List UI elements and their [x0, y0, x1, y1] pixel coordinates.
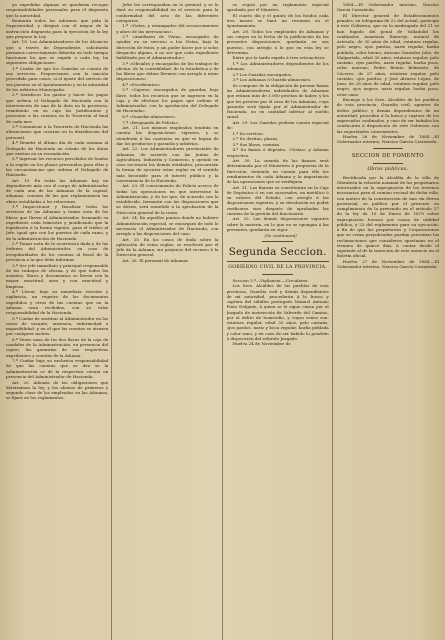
paragraph: Art. 22. Los Administradores provinciales de Aduanas, de acuerdo con las Juntas de Agricultura, Industria y Comercio, y oyendo en caso necesario las demás entidades, procurarán la forma de ejecutar estas reglas en el sentido más favorable para el interés público y la conveniencia de la Hacienda. [116, 146, 219, 183]
paragraph: El cuarto día y el quinto de los fondos cada tres meses se hará un resumen en el Ayuntamiento. [226, 12, 329, 29]
section-body [227, 278, 329, 347]
divider [227, 261, 329, 262]
paragraph: Se compone de la obligación de prestar fianza los Administradores individuales de Aduanas que reúnan más de 3.000 pesetas de haber, y los que les presten por el caso de los Aduanas, cuya garantía será fijada por el Administrador de Hacienda, no en cantidad inferior al sueldo anual. [226, 82, 329, 120]
paragraph: Art. 19. En todas las Aduanas hay un dependiente más con el cargo de Administrador de cada una de las Aduanas de la capital, aduanas, cuentas de las que reglamentaria las obras entabladas a los relaciones. [6, 177, 109, 204]
column-4 [337, 0, 439, 640]
paragraph: 1.ª Inspeccionar y fiscalizar todos los servicios de las Aduanas y tomar nota de los libros que lleven el Administrador, formando su expediente cada trimestre y justificando que la legislación ó la forma vigente, para el tráfico al Jefe, igual que con los puestos de cada ramo, y de la Administración de Hacienda. [6, 204, 109, 241]
column-4-notices [337, 2, 439, 145]
fomento-subtitle: Obras públicas. [367, 166, 409, 172]
divider [262, 274, 293, 275]
paragraph: 4.ª Remitir el último día de cada semana al Delegado de Hacienda un estado de los datos que existan en su recaudación. [6, 140, 109, 156]
text-columns [6, 0, 439, 640]
section-title: Segunda Seccion. [228, 245, 327, 258]
paragraph: 7.ª «Resguardo de Policía». [122, 119, 180, 125]
paragraph: 4.ª Llevar, bajo su inmediata revisión y vigilancia, un registro de los documentos expedidos y otros de las cuentas que en la Aduana sean recibidas, con su valor responsabilidad de la Hacienda. [6, 289, 109, 316]
paragraph: Seccion 3.ª—Vigilancia.—Circulares. [232, 277, 309, 283]
column-1 [6, 0, 112, 640]
paragraph: 2.ª Satisfacer los gastos y hacer los pagos que ordena el Delegado de Hacienda con la intervención de una de la data en la provincia, remitiendo en su caja los justificantes y presentar a las cuentas en la Tesorería al final de cada mes. [6, 92, 109, 124]
column-3 [227, 0, 333, 640]
paragraph: 1.º Su servicio. [232, 130, 264, 136]
paragraph: ya expedidas algunas se quedarán recoger responsabilidades personales para el dispuesto que la autoridad. [6, 2, 109, 18]
paragraph: Art. 26. El personal de Aduanas [122, 257, 189, 263]
paragraph: Los Sres. Alcaldes de los pueblos de esta provincia, Guardia civil y demás dependientes de mi autoridad, procederán á la busca y captura del súbdito portugués Manuel Antonio Pinto Delgado, á quien se le sigue causa por el Juzgado de instrucción de Valverde del Camino, por el delito de homicidio, y cuyas señas son: estatura regular, edad 35 años, pelo castaño, ojos pardos, nariz y boca regular, barba poblada y color sano, y en caso de ser habido lo pondrán á disposición del referido Juzgado. [226, 283, 329, 341]
paragraph: 4.º Su fianza ó depósito, «Vistas» y Aduana respectiva. [226, 147, 329, 158]
paragraph: 5.ª Cuidar de sustituir al Administrador en los casos de vacante, ausencia, enfermedad ó imposibilidad, y en el que las cuentas se atrasen por cualquier motivo. [6, 315, 109, 337]
paragraph: 4.ª «Escribientes». [122, 81, 162, 87]
paragraph: Rectificada por la Alcaldía de la villa de Gibraleón la relación nominal de los propietarios interesados en la expropiación de los terrenos necesarios para el camino vecinal de dicha villa, con motivo de la construcción de una vía férrea provincial, se publica por el presente en cumplimiento de lo prevenido en el artículo 17 de la ley de 10 de Enero de 1879 sobre expropiación forzosa por causa de utilidad pública, y 23 del reglamento para su ejecución, á fin de que los propietarios y Corporaciones que se crean perjudicados puedan presentar las reclamaciones que consideren oportunas en el término de quince días, á contar desde el siguiente al de la inserción de este anuncio en el Boletín oficial. [336, 174, 439, 259]
paragraph: 3.ª Comunicar a la Tesorería de Hacienda las alteraciones que ocurran en la distribución del personal. [6, 124, 109, 140]
divider [373, 163, 404, 164]
paragraph: Art. 23. El conocimiento de Policía acerca de todas las operaciones en que interviene la Administración, y de los que, de acuerdo con lo establecido, formarán con las disposiciones que se dicten, será sometido á la aprobación de la Dirección general de la renta. [116, 183, 219, 215]
paragraph: Encargo á los Sres. Alcaldes de los pueblos de esta provincia, Guardia civil, agentes de órden público y demás dependientes de mi autoridad, procedan á la busca y captura de los expresados confinados, y caso de ser habidos los conducirán á disposición de este Gobierno con las seguridades convenientes. [336, 97, 439, 134]
paragraph: 1.ª Los Administradores dependientes de los Aduanas. [226, 60, 329, 72]
paragraph: se regirá por un reglamento especial aprobado por el Ministro. [226, 2, 329, 13]
paragraph: 1.ª Cuidar de que los Guardas se cuenta de sus servicios. Proporcionen con la sanción procedida para casos, si el ajuste del servicio de sus puestos en el Ayuntamiento y en la autoridad de los Arbitrios Municipales. [6, 65, 109, 92]
paragraph: 3.ª Ser jefe inmediato y principal responsable de los trabajos de oficina, y de que todos los asientos, libros y documentos se lleven con la mayor exactitud, aseo y con exactitud y limpieza. [6, 262, 109, 289]
divider [262, 241, 293, 242]
paragraph: Reunirán todos los informes que pida la Superioridad, y dirigirá con el mayor de la instrucción dispuesta para la ejecución de la ley que propone la Ley. [6, 18, 109, 39]
paragraph: 3.ª «Oficiales y encargados de los trabajos de oficina, de la contabilidad, de la estadística y de los libros que deben llevarse con arreglo á estas disposiciones». [116, 60, 219, 82]
paragraph: Art. 24. En aquellos puntos donde no hubiere Administración especial, se encargará de todo lo necesario el Administrador de Hacienda, con arreglo a las disposiciones del caso. [116, 215, 219, 237]
paragraph: Art. 30. La cuantía de las fianzas será determinada por el Ministerio á propuesta de la Dirección, teniendo en cuenta para ello los rendimientos de cada Aduana y la importancia de las operaciones que se verifiquen. [226, 158, 329, 185]
paragraph: Art. 20. Además de las obligaciones que determinan la ley, y los abonos de primeros y segundo clase de los empleados en las Aduanas, se fijará en los reglamentos. [6, 379, 109, 401]
paragraph: 6.ª «Guardas-almacenes». [122, 114, 177, 120]
paragraph: 6.ª Tener unas de las dos llaves de la caja de caudales de la Administración, en presencia del cajero, las garantías de sus respectivos expedientes y cuentas de la Aduana. [6, 336, 109, 358]
column-3-articles [227, 2, 329, 232]
fomento-body [337, 175, 439, 270]
paragraph: 2.ª Tomar nota de la ocurrencia dada y de las órdenes del Administrador, en caso de irregularidades de los cuentas al fiscal de la provincia a la que debe informar. [6, 241, 109, 262]
continuation-note: (Se continuará) [264, 232, 297, 238]
paragraph: 5.ª «Cajeros, encargados de guardar, bajo llave, todos los recursos que se ingresen en la caja y de efectuar los pagos que ordene el Administrador, con la aprobación del Delegado de Hacienda». [116, 87, 219, 114]
paragraph: 3.ª Los Aduanas ó Guarda-almacenes. [232, 77, 312, 83]
paragraph: 1884.—El Gobernador interino, Narciso García Castañeda. [336, 2, 439, 13]
paragraph: Art. 18. Los Administradores de los Alcances que a través de Dependiente, solicitarán permisos correctamente deberán en todo tiempo funcionen los que se expide a cada ley, ha siguientes obligaciones: [6, 39, 109, 66]
paragraph: Entre por la tarde expide á tres retroactivos. [232, 55, 326, 61]
paragraph: El Director general de Establecimientos penales, en telegrama de 22 del actual, participa á este Gobierno, que en la madrugada del 21 se han fugado del penal de Valladolid los confinados Anastasio Riancejo, natural de Artesola, de 30 años de edad, estatura regular, pelo negro, ojos pardos, nariz regular, barba poblada, color bueno; Antonio Gonzalez Julio, de Malpartida, edad 30 años, estatura regular, pelo castaño, ojos pardos, nariz regular, barba poca, color moreno; Pedro Benito Belmonte, de Cáceres, de 27 años, estatura regular, pelo castaño, ojos pardos; y José Alvarez López, de Jaen, de 28 años de edad, estatura regular, pelo negro, ojos negros, nariz regular, barba poca, color sano. [336, 12, 439, 97]
paragraph: 1.ª «Vistas, y estampados del reconocimiento y aforo de las mercancías». [116, 23, 219, 34]
paragraph: 3.º Sus libros, cuentas. [232, 141, 281, 147]
paragraph: 7.ª Cuidar bajo su exclusiva responsabilidad de que las cuentas que se den se la Administración se dé la respectiva cuenta en presencia del Administrador de Hacienda. [6, 358, 109, 379]
paragraph: Huelva 24 de Noviembre de [232, 341, 291, 347]
paragraph: 2.ª «Auxiliares de Vistas, encargados de ayudar en su servicio a los Vistas, bajo la dirección de éstos, y sin poder hacer por sí solos despacho alguno, á no ser que cada expediente habilitado por el Administrador». [116, 34, 219, 61]
fomento-title: SECCION DE FOMENTO [351, 152, 424, 159]
column-2 [116, 0, 222, 640]
paragraph: Art. 32. Las demás disposiciones vigentes sobre la materia, en lo que no se opongan á las presentes, quedarán en vigor. [226, 216, 329, 232]
paragraph: 5.ª Ingresar los recursos percibidos de fondos a la región en los plazos prevenidos para ellos y las circunstancias que ordena el Delegado de Hacienda. [6, 156, 109, 178]
paragraph: Art. 28. Todos los empleados de Aduanas y sus cargos en la fecha de la publicación de las presentes disposiciones, quedarán en sus puestos, con arreglo á lo que en esta ley se determina. [226, 28, 329, 55]
paragraph: 2.ª Los Guardas encargados. [232, 71, 293, 77]
divider [373, 148, 404, 149]
paragraph: Art. 21. Los mismos empleados tendrán en cuenta las disposiciones vigentes, y se atenderán á los contratos en que se hayan de dar los productos y garantía y arbitrios. [116, 125, 219, 146]
paragraph: Jefes les corresponden en lo general, y se le dará su responsabilidad en el servicio para la conformidad del acto de las diferentes categorías. [116, 2, 219, 23]
section-subtitle: GOBIERNO CIVIL DE LA PROVINCIA. [228, 264, 328, 270]
paragraph: 2.º Su destino, plazas. [232, 136, 279, 142]
paragraph: Art. 31. Las fianzas se constituirán en la Caja de Depósitos ó en sus sucursales, en metálico ó en valores del Estado, con arreglo á las disposiciones vigentes, y su devolución no podrá verificarse sino después de aprobadas las cuentas de la gestión del funcionario. [226, 184, 329, 216]
paragraph: Art. 25. En los casos de duda sobre la aplicación de estas reglas, se resolverá por el Jefe de la Aduana, sin perjuicio del recurso á la Dirección general. [116, 236, 219, 258]
paragraph: Art. 29. Los Guardas pedirán cuenta especial de: [226, 119, 329, 131]
paragraph: Huelva 26 de Noviembre de 1884.—El Gobernador interino, Narciso García Castañeda. [336, 134, 439, 145]
paragraph: Huelva 27 de Noviembre de 1884.—El Gobernador interino, Narciso García Castañeda. [336, 258, 439, 270]
